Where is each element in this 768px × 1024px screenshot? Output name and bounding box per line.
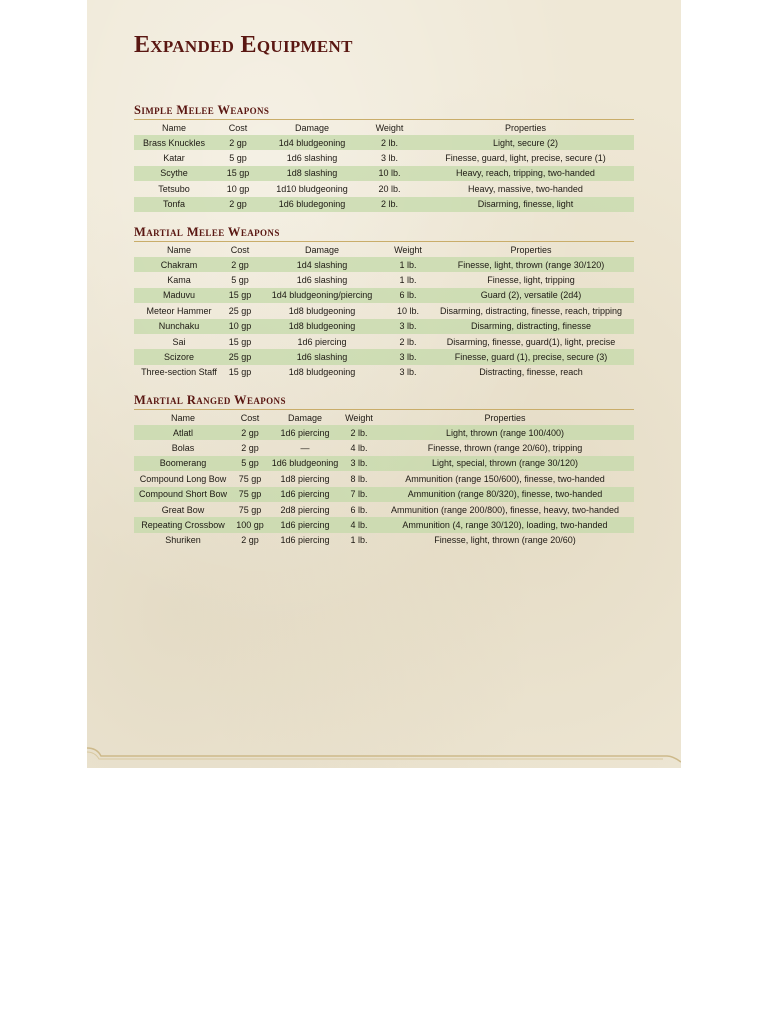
table-cell: 75 gp — [238, 504, 262, 515]
section-title: Martial Ranged Weapons — [134, 393, 634, 410]
table-row — [134, 533, 634, 548]
column-header: Weight — [394, 244, 422, 255]
simple-melee-weapons-section — [134, 103, 634, 212]
table-cell: 1d8 bludgeoning — [256, 319, 388, 334]
column-header: Name — [170, 412, 195, 423]
table-cell: Finesse, light, tripping — [487, 275, 575, 286]
martial-melee-weapons-table — [134, 242, 634, 380]
table-row — [134, 197, 634, 212]
table-cell: Tetsubo — [158, 183, 190, 194]
table-cell: Disarming, finesse, guard(1), light, precise — [446, 336, 616, 347]
table-row — [134, 272, 634, 287]
table-cell: 1d8 bludgeoning — [288, 305, 356, 316]
table-cell: 15 gp — [224, 288, 256, 303]
table-cell: Light, secure (2) — [417, 135, 634, 150]
table-cell: 15 gp — [228, 367, 252, 378]
table-cell: 8 lb. — [350, 473, 368, 484]
table-cell: 1d8 bludgeoning — [288, 367, 356, 378]
table-row — [134, 135, 634, 150]
table-cell: 1d6 piercing — [297, 336, 347, 347]
table-cell: 25 gp — [224, 349, 256, 364]
table-cell: Guard (2), versatile (2d4) — [428, 288, 634, 303]
table-cell: Disarming, distracting, finesse — [428, 319, 634, 334]
table-cell: 4 lb. — [350, 443, 368, 454]
page-title: Expanded Equipment — [134, 32, 353, 58]
table-row — [134, 334, 634, 349]
table-header-row — [134, 410, 634, 425]
table-cell: 2 gp — [214, 197, 262, 212]
table-row — [134, 456, 634, 471]
table-cell: 1d4 bludgeoning/piercing — [256, 288, 388, 303]
table-cell: Scizore — [134, 349, 224, 364]
column-header: Damage — [287, 412, 323, 423]
table-cell: Finesse, guard (1), precise, secure (3) — [428, 349, 634, 364]
column-header: Weight — [345, 412, 373, 423]
table-cell: 3 lb. — [342, 456, 376, 471]
table-cell: 2 lb. — [399, 336, 417, 347]
table-row — [134, 502, 634, 517]
table-cell: 1d6 bludegoning — [262, 197, 362, 212]
table-cell: Light, thrown (range 100/400) — [376, 425, 634, 440]
table-cell: 2 lb. — [342, 425, 376, 440]
table-cell: 100 gp — [232, 517, 268, 532]
table-cell: Meteor Hammer — [146, 305, 212, 316]
table-row — [134, 288, 634, 303]
table-cell: 3 lb. — [399, 367, 417, 378]
table-row — [134, 150, 634, 165]
table-cell: Great Bow — [161, 504, 205, 515]
table-cell: 2 lb. — [362, 197, 417, 212]
table-cell: Heavy, reach, tripping, two-handed — [417, 166, 634, 181]
table-cell: Katar — [163, 153, 185, 164]
table-cell: Chakram — [134, 257, 224, 272]
table-row — [134, 471, 634, 486]
table-cell: 1d6 piercing — [268, 517, 342, 532]
table-cell: Compound Long Bow — [139, 473, 227, 484]
table-cell: 1 lb. — [388, 257, 428, 272]
table-cell: — — [300, 443, 310, 454]
table-cell: 6 lb. — [388, 288, 428, 303]
table-cell: Scythe — [134, 166, 214, 181]
table-cell: 6 lb. — [350, 504, 368, 515]
table-cell: 10 lb. — [396, 305, 420, 316]
table-cell: 10 gp — [224, 319, 256, 334]
table-cell: Boomerang — [134, 456, 232, 471]
table-cell: 1d4 bludgeoning — [262, 135, 362, 150]
table-row — [134, 425, 634, 440]
table-row — [134, 181, 634, 196]
section-title: Simple Melee Weapons — [134, 103, 634, 120]
table-cell: Distracting, finesse, reach — [479, 367, 583, 378]
martial-ranged-weapons-section — [134, 393, 634, 548]
martial-ranged-weapons-table — [134, 410, 634, 548]
table-row — [134, 257, 634, 272]
table-cell: Brass Knuckles — [134, 135, 214, 150]
table-row — [134, 440, 634, 455]
table-cell: 25 gp — [228, 305, 252, 316]
table-cell: Atlatl — [134, 425, 232, 440]
column-header: Properties — [510, 244, 552, 255]
table-cell: 2 lb. — [362, 135, 417, 150]
column-header: Damage — [294, 122, 330, 133]
table-header-row — [134, 242, 634, 257]
table-cell: 10 gp — [226, 183, 250, 194]
table-cell: Nunchaku — [134, 319, 224, 334]
table-cell: Disarming, finesse, light — [417, 197, 634, 212]
table-row — [134, 365, 634, 380]
table-cell: 1d8 piercing — [280, 473, 330, 484]
table-cell: 1d8 slashing — [262, 166, 362, 181]
table-row — [134, 487, 634, 502]
column-header: Cost — [230, 244, 250, 255]
table-cell: Finesse, guard, light, precise, secure (1) — [445, 153, 606, 164]
column-header: Name — [166, 244, 191, 255]
table-header-row — [134, 120, 634, 135]
table-cell: 1d10 bludgeoning — [276, 183, 348, 194]
table-cell: 2 gp — [224, 257, 256, 272]
table-cell: 4 lb. — [342, 517, 376, 532]
table-cell: 75 gp — [232, 487, 268, 502]
table-cell: Three-section Staff — [141, 367, 217, 378]
table-row — [134, 517, 634, 532]
table-cell: 3 lb. — [388, 319, 428, 334]
table-cell: 15 gp — [214, 166, 262, 181]
table-cell: 1d6 slashing — [296, 275, 348, 286]
table-cell: Tonfa — [134, 197, 214, 212]
table-cell: 5 gp — [229, 153, 247, 164]
table-cell: Ammunition (range 150/600), finesse, two-handed — [405, 473, 605, 484]
table-cell: 75 gp — [238, 473, 262, 484]
table-row — [134, 319, 634, 334]
table-cell: Compound Short Bow — [134, 487, 232, 502]
table-cell: 2 gp — [241, 443, 259, 454]
table-cell: Repeating Crossbow — [134, 517, 232, 532]
table-cell: 1d6 piercing — [268, 487, 342, 502]
section-title: Martial Melee Weapons — [134, 225, 634, 242]
table-cell: 1d6 piercing — [280, 535, 330, 546]
column-header: Cost — [240, 412, 260, 423]
table-cell: 1d6 piercing — [268, 425, 342, 440]
table-cell: 10 lb. — [362, 166, 417, 181]
table-cell: Disarming, distracting, finesse, reach, tripping — [439, 305, 623, 316]
table-cell: Finesse, thrown (range 20/60), tripping — [427, 443, 583, 454]
column-header: Properties — [504, 122, 547, 133]
table-cell: 1d4 slashing — [256, 257, 388, 272]
table-row — [134, 349, 634, 364]
table-cell: Sai — [172, 336, 186, 347]
table-cell: 1d6 slashing — [256, 349, 388, 364]
table-cell: Heavy, massive, two-handed — [468, 183, 583, 194]
table-cell: 1 lb. — [399, 275, 417, 286]
table-cell: 15 gp — [228, 336, 252, 347]
table-cell: Bolas — [171, 443, 195, 454]
table-cell: 1d6 slashing — [286, 153, 338, 164]
table-cell: 2 gp — [241, 535, 259, 546]
document-page — [87, 0, 681, 768]
table-cell: Finesse, light, thrown (range 30/120) — [428, 257, 634, 272]
table-cell: 5 gp — [232, 456, 268, 471]
column-header: Weight — [375, 122, 404, 133]
table-cell: Shuriken — [165, 535, 201, 546]
table-row — [134, 166, 634, 181]
table-cell: Kama — [167, 275, 191, 286]
table-cell: Ammunition (range 80/320), finesse, two-handed — [376, 487, 634, 502]
table-cell: Ammunition (4, range 30/120), loading, two-handed — [376, 517, 634, 532]
table-cell: 20 lb. — [378, 183, 401, 194]
column-header: Properties — [484, 412, 526, 423]
table-cell: Ammunition (range 200/800), finesse, heavy, two-handed — [391, 504, 619, 515]
page-border-ornament — [87, 744, 681, 764]
table-cell: 2 gp — [232, 425, 268, 440]
column-header: Cost — [228, 122, 248, 133]
simple-melee-weapons-table — [134, 120, 634, 212]
column-header: Damage — [304, 244, 340, 255]
table-cell: Maduvu — [134, 288, 224, 303]
table-cell: Light, special, thrown (range 30/120) — [376, 456, 634, 471]
table-row — [134, 303, 634, 318]
table-cell: 7 lb. — [342, 487, 376, 502]
table-cell: 3 lb. — [380, 153, 398, 164]
table-cell: 2d8 piercing — [280, 504, 330, 515]
table-cell: 2 gp — [214, 135, 262, 150]
table-cell: 1d6 bludgeoning — [268, 456, 342, 471]
table-cell: 5 gp — [231, 275, 249, 286]
column-header: Name — [161, 122, 186, 133]
martial-melee-weapons-section — [134, 225, 634, 380]
table-cell: Finesse, light, thrown (range 20/60) — [434, 535, 576, 546]
table-cell: 1 lb. — [350, 535, 368, 546]
table-cell: 3 lb. — [388, 349, 428, 364]
